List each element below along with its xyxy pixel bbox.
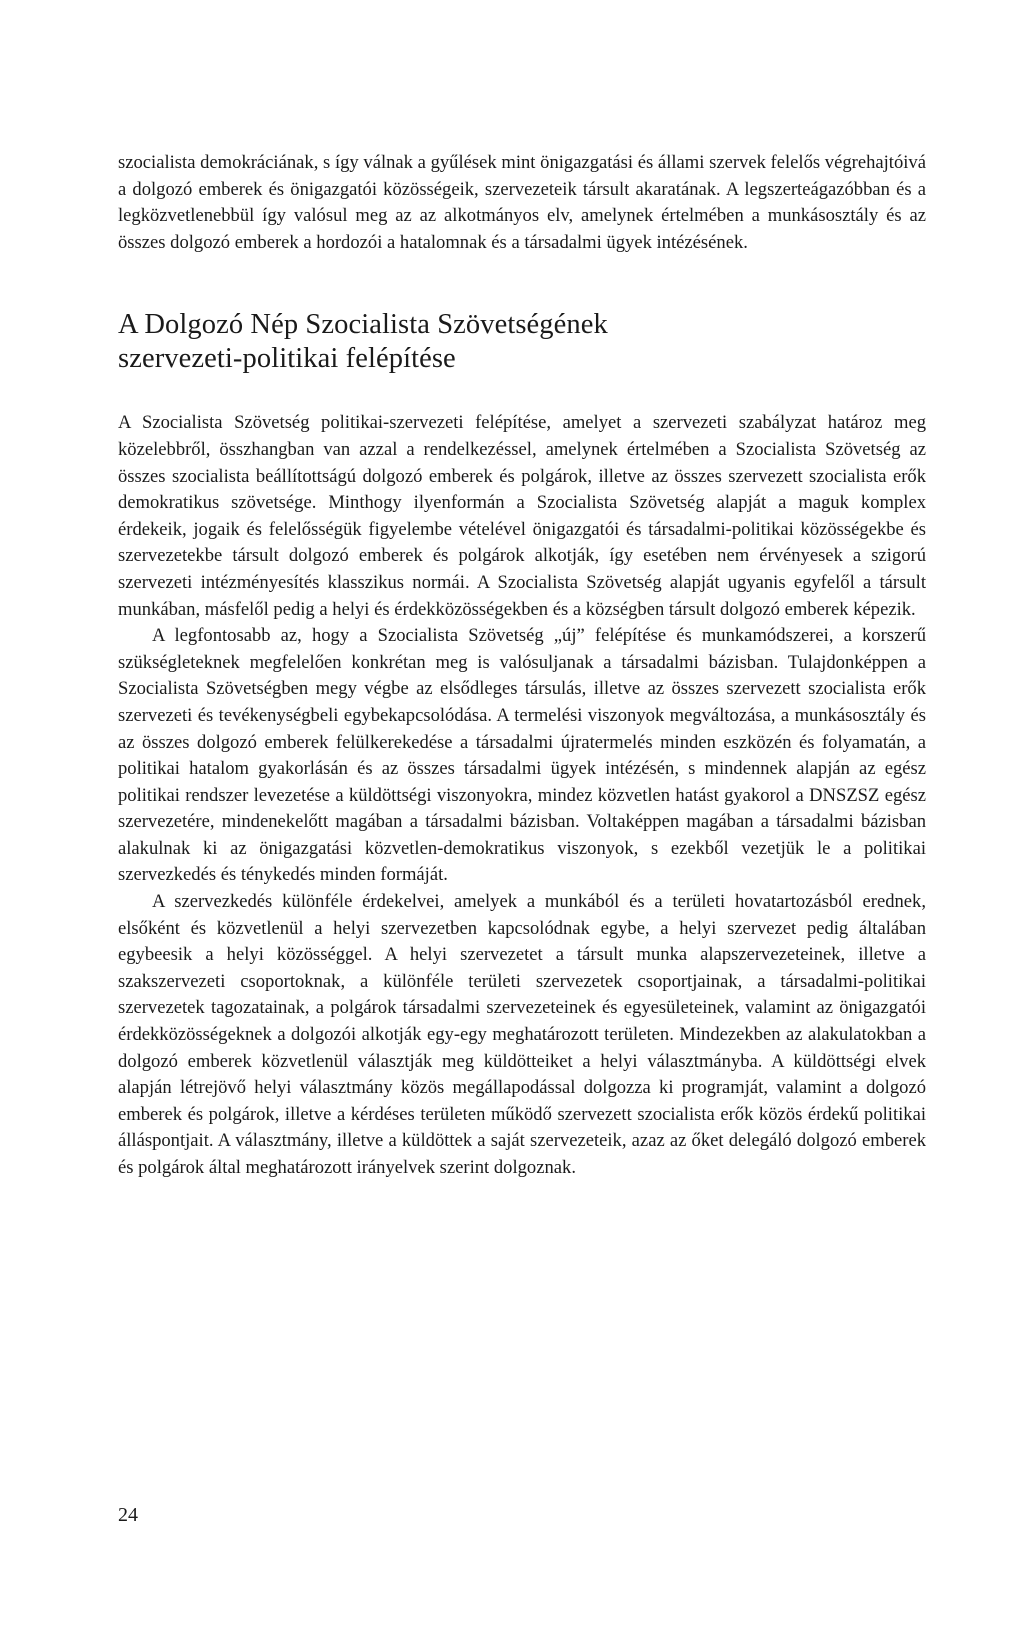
section-heading-line-2: szervezeti-politikai felépítése <box>118 343 456 375</box>
section-heading <box>118 308 926 376</box>
section-heading-line-1: A Dolgozó Nép Szocialista Szövetségének <box>118 309 608 341</box>
intro-paragraph: szocialista demokráciának, s így válnak a gyűlések mint önigazgatási és állami szervek felelős végrehajtóivá a dolgozó emberek és önigazgatói közösségeik, szervezeteik társult akaratának. A legszerteágazóbban és a legközvetlenebbül így valósul meg az az alkotmányos elv, amelynek értelmében a munkásosztály és az összes dolgozó emberek a hordozói a hatalomnak és a társadalmi ügyek intézésének. <box>118 152 926 253</box>
body-paragraph-2: A legfontosabb az, hogy a Szocialista Szövetség „új” felépítése és munkamódszerei, a korszerű szükségleteknek megfelelően konkrétan meg is valósuljanak a társadalmi bázisban. Tulajdonképpen a Szocialista Szövetségben megy végbe az elsődleges társulás, illetve az összes szervezett szocialista erők szervezeti és tevékenységbeli egybekapcsolódása. A termelési viszonyok megváltozása, a munkásosztály és az összes dolgozó emberek felülkerekedése a társadalmi újratermelés minden eszközén és folyamatán, a politikai hatalom gyakorlásán és az összes társadalmi ügyek intézésén, s mindennek alapján az egész politikai rendszer levezetése a küldöttségi viszonyokra, mindez közvetlen hatást gyakorol a DNSZSZ egész szervezetére, mindenekelőtt magában a társadalmi bázisban. Voltaképpen magában a társadalmi bázisban alakulnak ki az önigazgatási közvetlen-demokratikus viszonyok, s ezekből vezetjük le a politikai szervezkedés és ténykedés minden formáját. <box>118 625 926 886</box>
document-page <box>118 150 926 1182</box>
body-paragraph-3: A szervezkedés különféle érdekelvei, amelyek a munkából és a területi hovatartozásból erednek, elsőként és közvetlenül a helyi szervezetben kapcsolódnak egybe, a helyi szervezet pedig általában egybeesik a helyi közösséggel. A helyi szervezetet a társult munka alapszervezeteinek, illetve a szakszervezeti csoportoknak, a különféle területi szervezetek csoportjainak, a társadalmi-politikai szervezetek tagozatainak, a polgárok társadalmi szervezeteinek és egyesületeinek, valamint az önigazgatói érdekközösségeknek a dolgozói alkotják egy-egy meghatározott területen. Mindezekben az alakulatokban a dolgozó emberek közvetlenül választják meg küldötteiket a helyi választmányba. A küldöttségi elvek alapján létrejövő helyi választmány közös megállapodással dolgozza ki programját, valamint a dolgozó emberek és polgárok, illetve a kérdéses területen működő szervezett szocialista erők közös érdekű politikai álláspontjait. A választmány, illetve a küldöttek a saját szervezeteik, azaz az őket delegáló dolgozó emberek és polgárok által meghatározott irányelvek szerint dolgoznak. <box>118 891 926 1178</box>
page-number: 24 <box>118 1504 138 1526</box>
body-paragraph-1: A Szocialista Szövetség politikai-szervezeti felépítése, amelyet a szervezeti szabályzat határoz meg közelebbről, összhangban van azzal a rendelkezéssel, amelynek értelmében a Szocialista Szövetség az összes szocialista beállítottságú dolgozó emberek és polgárok, illetve az összes szervezett szocialista erők demokratikus szövetsége. Minthogy ilyenformán a Szocialista Szövetség alapját a maguk komplex érdekeik, jogaik és felelősségük figyelembe vételével önigazgatói és társadalmi-politikai közösségekbe és szervezetekbe társult dolgozó emberek és polgárok alkotják, így esetében nem érvényesek a szigorú szervezeti intézményesítés klasszikus normái. A Szocialista Szövetség alapját ugyanis egyfelől a társult munkában, másfelől pedig a helyi és érdekközösségekben és a községben társult dolgozó emberek képezik. <box>118 412 926 620</box>
